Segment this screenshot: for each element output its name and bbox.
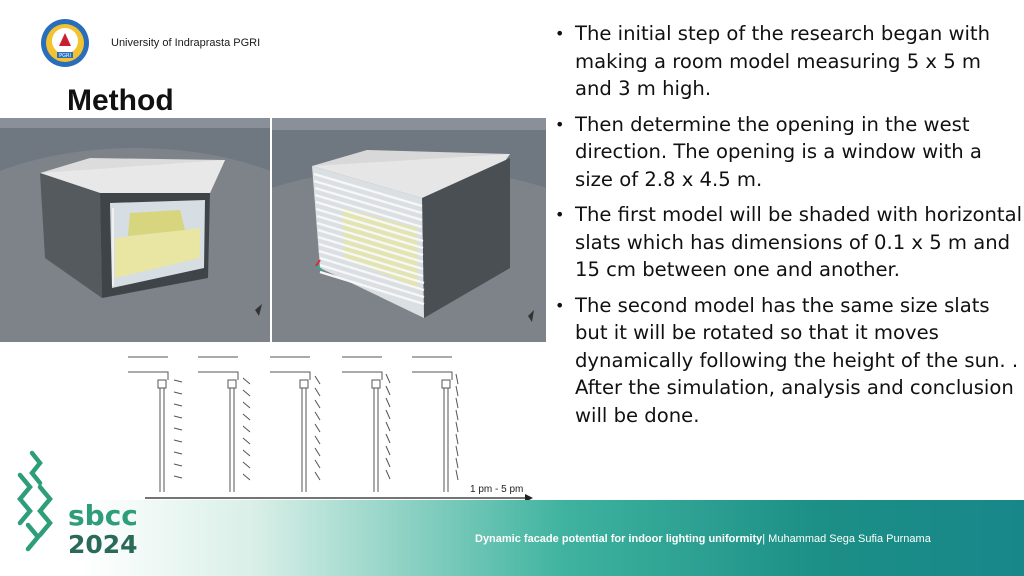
footer-author: Muhammad Sega Sufia Purnama — [765, 533, 931, 545]
slat-model-render — [272, 118, 546, 342]
bullet-item: • The second model has the same size slats but it will be rotated so that it moves dynamically following the height of the sun. . After the simulation, analysis and conclusion will be done. — [555, 293, 1019, 427]
time-range-label: 1 pm - 5 pm — [470, 484, 524, 495]
footer-separator: | — [762, 533, 766, 545]
sbcc-emblem-icon — [20, 453, 50, 549]
footer-title: Dynamic facade potential for indoor lighting uniformity — [475, 533, 763, 545]
university-logo-icon — [40, 18, 90, 68]
slide-title: Method — [67, 84, 174, 117]
bullet-item: • The initial step of the research began with making a room model measuring 5 x 5 m and 3 m high. — [555, 22, 991, 100]
bullet-item: • Then determine the opening in the west direction. The opening is a window with a size of 2.8 x 4.5 m. — [555, 112, 982, 191]
brand-line1: sbcc — [68, 499, 138, 532]
logo-text: PGRI — [59, 53, 71, 59]
footer-caption — [475, 533, 931, 545]
method-bullet-list — [552, 20, 1024, 437]
brand-line2: 2024 — [68, 530, 138, 559]
room-model-render — [0, 118, 270, 342]
bullet-item: • The first model will be shaded with horizontal slats which has dimensions of 0.1 x 5 m and 15 cm between one and another. — [555, 203, 1023, 281]
slat-rotation-diagram — [120, 352, 540, 502]
university-name: University of Indraprasta PGRI — [111, 37, 261, 49]
sbcc-logo — [10, 445, 150, 560]
